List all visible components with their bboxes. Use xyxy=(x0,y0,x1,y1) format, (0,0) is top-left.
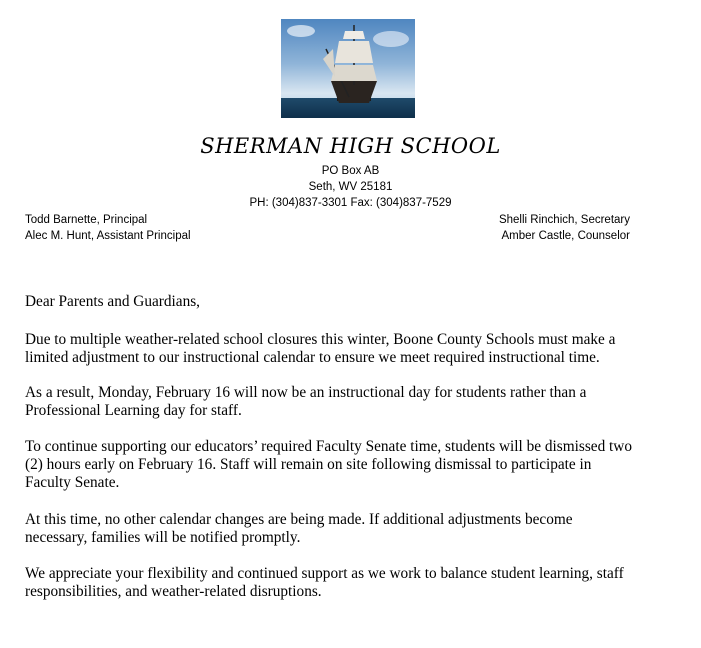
paragraph-february-16 xyxy=(25,384,586,420)
text-line: As a result, Monday, February 16 will now be an instructional day for students rather than a xyxy=(25,384,587,401)
staff-assistant-principal: Alec M. Hunt, Assistant Principal xyxy=(25,230,191,242)
salutation: Dear Parents and Guardians, xyxy=(25,293,201,310)
staff-counselor: Amber Castle, Counselor xyxy=(501,230,630,242)
school-name-heading: SHERMAN HIGH SCHOOL xyxy=(200,134,501,158)
address-line-2: Seth, WV 25181 xyxy=(308,181,393,193)
paragraph-no-other-changes xyxy=(25,511,573,547)
staff-left xyxy=(25,212,191,244)
text-line: Professional Learning day for staff. xyxy=(25,402,242,419)
text-line: responsibilities, and weather-related disruptions. xyxy=(25,583,322,600)
paragraph-appreciation xyxy=(25,565,624,601)
address-line-1: PO Box AB xyxy=(321,165,380,177)
text-line: (2) hours early on February 16. Staff will remain on site following dismissal to participate in xyxy=(25,456,592,473)
school-logo-ship-image xyxy=(281,19,415,118)
paragraph-calendar-adjustment xyxy=(25,331,615,367)
staff-principal: Todd Barnette, Principal xyxy=(25,214,148,226)
text-line: To continue supporting our educators’ required Faculty Senate time, students will be dismissed two xyxy=(25,438,633,455)
text-line: We appreciate your flexibility and continued support as we work to balance student learning, staff xyxy=(25,565,624,582)
text-line: limited adjustment to our instructional calendar to ensure we meet required instructional time. xyxy=(25,349,600,366)
text-line: Faculty Senate. xyxy=(25,474,120,491)
text-line: necessary, families will be notified promptly. xyxy=(25,529,301,546)
staff-right xyxy=(499,212,630,244)
phone-fax-line: PH: (304)837-3301 Fax: (304)837-7529 xyxy=(249,197,452,209)
text-line: Due to multiple weather-related school closures this winter, Boone County Schools must make a xyxy=(25,331,616,348)
paragraph-early-dismissal xyxy=(25,438,632,492)
staff-secretary: Shelli Rinchich, Secretary xyxy=(498,214,630,226)
text-line: At this time, no other calendar changes are being made. If additional adjustments become xyxy=(25,511,573,528)
